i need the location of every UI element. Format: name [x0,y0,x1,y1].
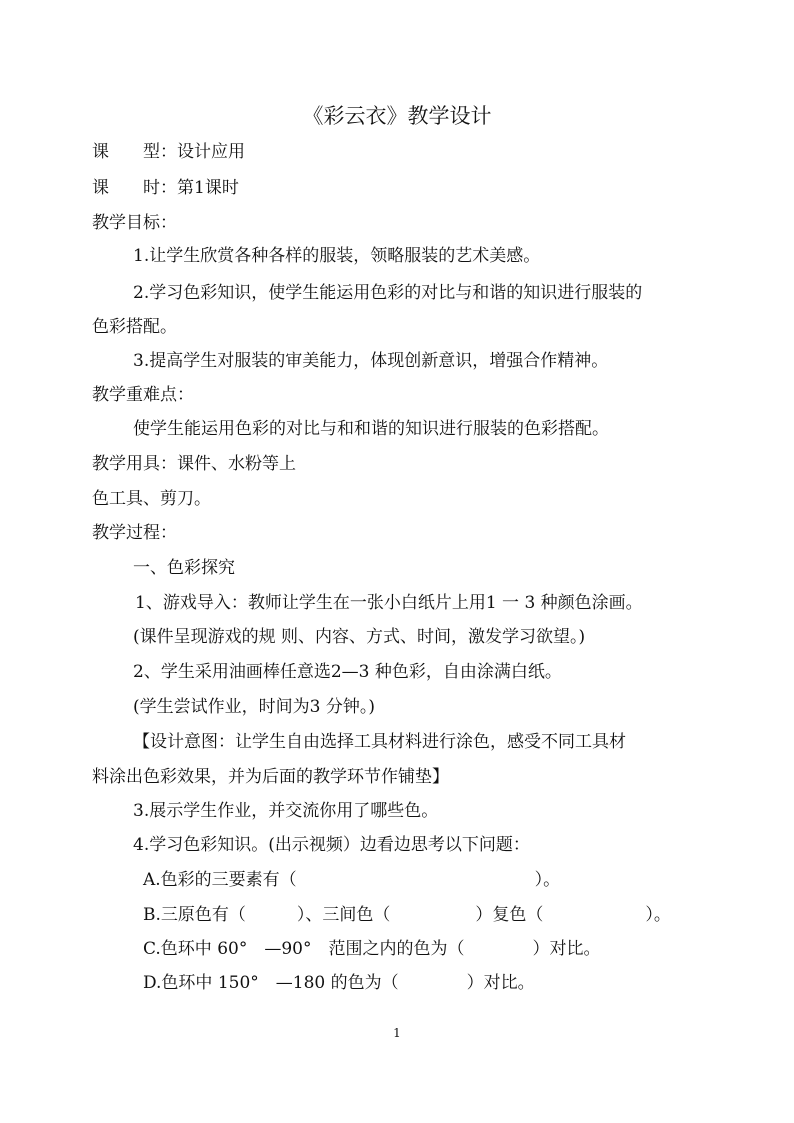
lesson-hours: 课 时：第1课时 [92,178,239,198]
objective-item: 2.学习色彩知识，使学生能运用色彩的对比与和谐的知识进行服装的 [133,283,643,303]
objectives-heading: 教学目标： [92,213,177,233]
objective-item: 3.提高学生对服装的审美能力，体现创新意识，增强合作精神。 [133,351,609,371]
tools-line: 教学用具：课件、水粉等上 [92,454,296,474]
key-points-heading: 教学重难点： [92,385,194,405]
step-item: 2、学生采用油画棒任意选2—3 种色彩，自由涂满白纸。 [133,662,562,682]
section-heading: 一、色彩探究 [133,558,235,578]
process-heading: 教学过程： [92,523,177,543]
design-intent-continued: 料涂出色彩效果，并为后面的教学环节作铺垫】 [92,767,449,787]
step-note: (课件呈现游戏的规 则、内容、方式、时间，激发学习欲望。) [133,627,586,647]
objective-item: 1.让学生欣赏各种各样的服装，领略服装的艺术美感。 [133,246,541,266]
step-item: 4.学习色彩知识。(出示视频）边看边思考以下问题： [133,835,530,855]
objective-item-continued: 色彩搭配。 [92,317,177,337]
step-item: 3.展示学生作业，并交流你用了哪些色。 [133,801,439,821]
step-item: 1、游戏导入：教师让学生在一张小白纸片上用1 一 3 种颜色涂画。 [135,593,643,613]
question-item: D.色环中 150° —180 的色为（ ）对比。 [143,973,535,993]
tools-line-continued: 色工具、剪刀。 [92,489,211,509]
design-intent: 【设计意图：让学生自由选择工具材料进行涂色，感受不同工具材 [133,732,626,752]
document-title: 《彩云衣》教学设计 [302,104,492,128]
step-note: (学生尝试作业，时间为3 分钟。) [133,697,375,717]
lesson-type: 课 型：设计应用 [92,142,245,162]
question-item: C.色环中 60° —90° 范围之内的色为（ ）对比。 [143,939,601,959]
question-item: A.色彩的三要素有（ ）。 [143,870,561,890]
page-number: 1 [393,1026,401,1040]
key-points-text: 使学生能运用色彩的对比与和和谐的知识进行服装的色彩搭配。 [133,419,609,439]
question-item: B.三原色有（ ）、三间色（ ）复色（ ）。 [143,905,671,925]
